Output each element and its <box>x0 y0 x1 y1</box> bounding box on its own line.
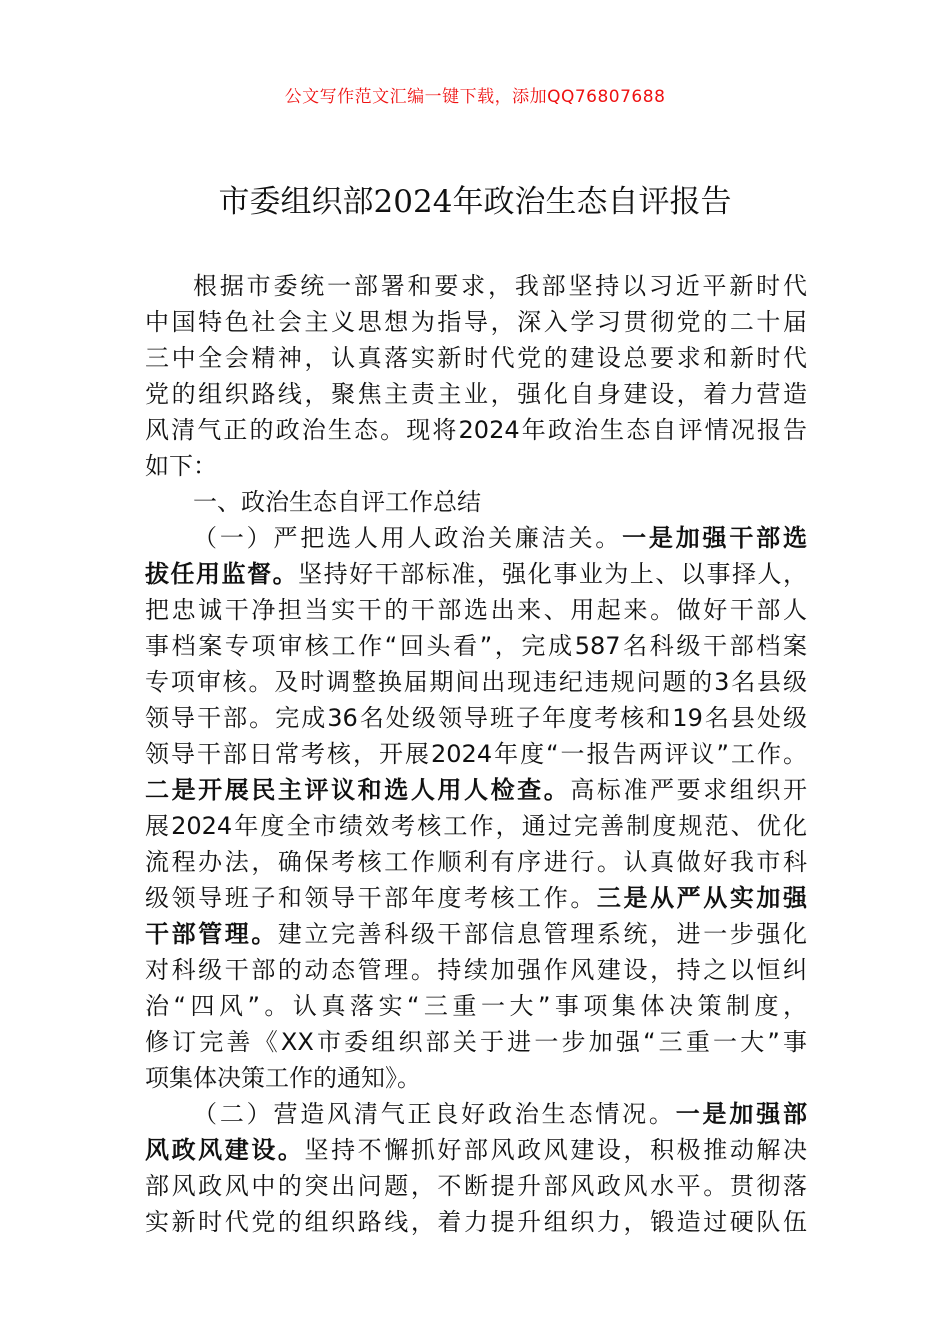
intro-line: 三中全会精神，认真落实新时代党的建设总要求和新时代 <box>145 344 807 372</box>
bold-lead-text: 一是加强部 <box>675 1100 807 1128</box>
paragraph-2-line <box>145 1096 807 1132</box>
paragraph-1-line: 领导干部日常考核，开展2024年度“一报告两评议”工作。 <box>145 740 807 768</box>
body-text: 级领导班子和领导干部年度考核工作。 <box>145 884 597 912</box>
bold-lead-text: 风政风建设。 <box>145 1136 305 1164</box>
document-title: 市委组织部2024年政治生态自评报告 <box>218 184 732 220</box>
subheading-text: （一）严把选人用人政治关廉洁关。 <box>193 524 623 552</box>
bold-lead-text: 二是开展民主评议和选人用人检查。 <box>145 776 571 804</box>
section-heading: 一、政治生态自评工作总结 <box>193 488 481 516</box>
paragraph-1-line <box>145 880 807 916</box>
paragraph-1-line: 流程办法，确保考核工作顺利有序进行。认真做好我市科 <box>145 848 807 876</box>
promo-banner: 公文写作范文汇编一键下载，添加QQ76807688 <box>284 87 666 107</box>
intro-line: 中国特色社会主义思想为指导，深入学习贯彻党的二十届 <box>145 308 807 336</box>
paragraph-1-line: 专项审核。及时调整换届期间出现违纪违规问题的3名县级 <box>145 668 807 696</box>
intro-line: 根据市委统一部署和要求，我部坚持以习近平新时代 <box>193 272 807 300</box>
paragraph-1-line <box>145 916 807 952</box>
paragraph-2-line: 部风政风中的突出问题，不断提升部风政风水平。贯彻落 <box>145 1172 807 1200</box>
body-text: 坚持好干部标准，强化事业为上、以事择人， <box>298 560 807 588</box>
intro-line: 党的组织路线，聚焦主责主业，强化自身建设，着力营造 <box>145 380 807 408</box>
body-text: 坚持不懈抓好部风政风建设，积极推动解决 <box>304 1136 807 1164</box>
paragraph-1-line: 修订完善《XX市委组织部关于进一步加强“三重一大”事 <box>145 1028 807 1056</box>
paragraph-1-line: 把忠诚干净担当实干的干部选出来、用起来。做好干部人 <box>145 596 807 624</box>
bold-lead-text: 一是加强干部选 <box>622 524 807 552</box>
paragraph-1-line: 展2024年度全市绩效考核工作，通过完善制度规范、优化 <box>145 812 807 840</box>
paragraph-1-line: 对科级干部的动态管理。持续加强作风建设，持之以恒纠 <box>145 956 807 984</box>
paragraph-1-line: 领导干部。完成36名处级领导班子年度考核和19名县处级 <box>145 704 807 732</box>
paragraph-2-line <box>145 1132 807 1168</box>
paragraph-1-line: 项集体决策工作的通知》。 <box>145 1064 421 1092</box>
body-text: 建立完善科级干部信息管理系统，进一步强化 <box>277 920 807 948</box>
intro-line: 如下： <box>145 452 217 480</box>
paragraph-1-line: 事档案专项审核工作“回头看”，完成587名科级干部档案 <box>145 632 807 660</box>
paragraph-1-line: 治“四风”。认真落实“三重一大”事项集体决策制度， <box>145 992 807 1020</box>
body-text: 高标准严要求组织开 <box>570 776 807 804</box>
paragraph-1-line <box>145 520 807 556</box>
intro-line: 风清气正的政治生态。现将2024年政治生态自评情况报告 <box>145 416 807 444</box>
bold-lead-text: 拔任用监督。 <box>145 560 299 588</box>
subheading-text: （二）营造风清气正良好政治生态情况。 <box>193 1100 676 1128</box>
paragraph-2-line: 实新时代党的组织路线，着力提升组织力，锻造过硬队伍 <box>145 1208 807 1236</box>
bold-lead-text: 干部管理。 <box>145 920 278 948</box>
paragraph-1-line <box>145 556 807 592</box>
document-body <box>145 268 807 1240</box>
bold-lead-text: 三是从严从实加强 <box>596 884 807 912</box>
paragraph-1-line <box>145 772 807 808</box>
